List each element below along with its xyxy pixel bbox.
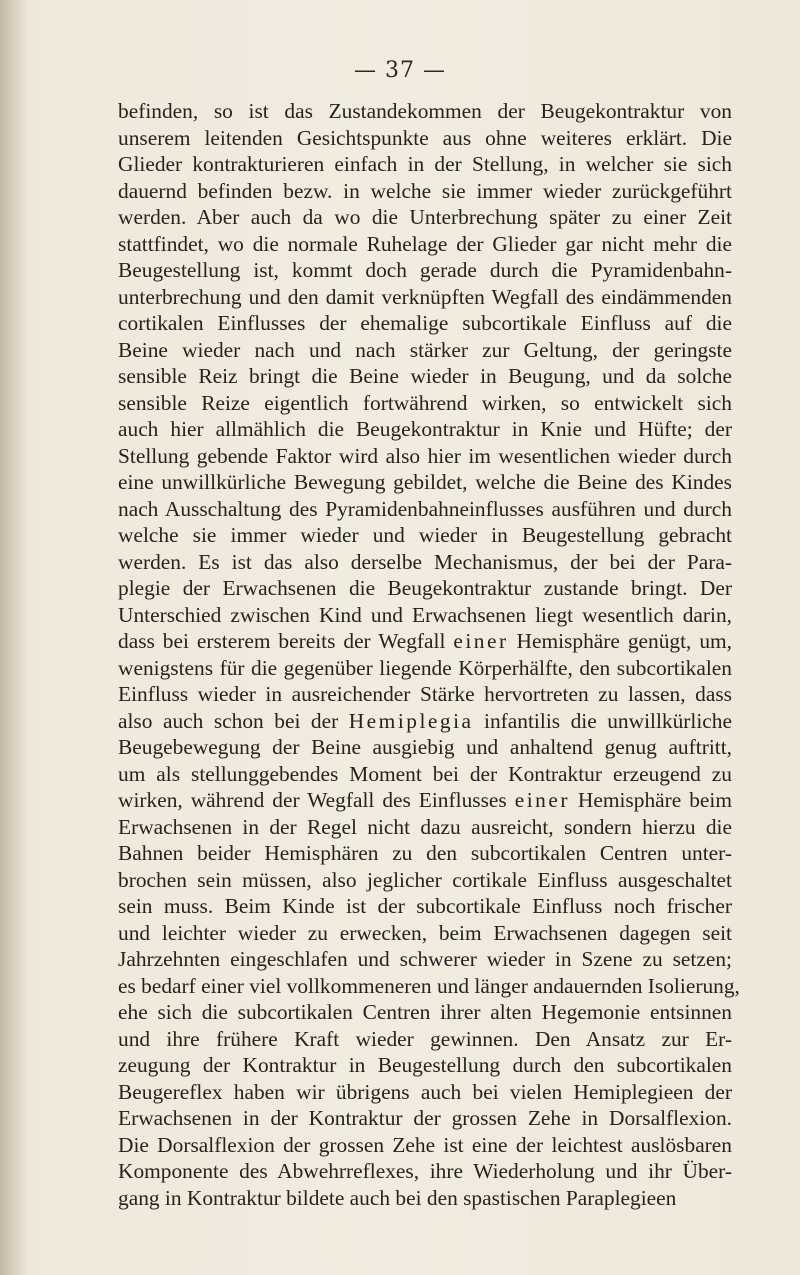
text-line: Unterschied zwischen Kind und Erwachsenen liegt wesentlich darin,	[118, 602, 732, 627]
text-line: stattfindet, wo die normale Ruhelage der Glieder gar nicht mehr die	[118, 231, 732, 256]
text-line: unterbrechung und den damit verknüpften Wegfall des eindämmenden	[118, 284, 732, 309]
text-line: wenigstens für die gegenüber liegende Körperhälfte, den subcortikalen	[118, 655, 732, 680]
emphasized-word: Hemiplegia	[348, 708, 474, 733]
text-line: Erwachsenen in der Kontraktur der grossen Zehe in Dorsalflexion.	[118, 1106, 732, 1130]
text-line: gang in Kontraktur bildete auch bei den spastischen Paraplegieen	[118, 1185, 677, 1210]
text-line: Einfluss wieder in ausreichender Stärke hervortreten zu lassen, dass	[118, 682, 732, 706]
text-line: dauernd befinden bezw. in welche sie immer wieder zurückgeführt	[118, 178, 732, 203]
text-segment: infantilis die unwillkürliche	[473, 708, 732, 733]
text-line	[118, 787, 732, 814]
text-line: sein muss. Beim Kinde ist der subcortikale Einfluss noch frischer	[118, 894, 732, 918]
text-line: unserem leitenden Gesichtspunkte aus ohne weiteres erklärt. Die	[118, 125, 732, 150]
text-segment: Hemisphäre genügt, um,	[508, 629, 732, 653]
text-line: eine unwillkürliche Bewegung gebildet, welche die Beine des Kindes	[118, 470, 732, 494]
text-segment: dass bei ersterem bereits der Wegfall	[118, 629, 454, 653]
text-line: Beugereflex haben wir übrigens auch bei vielen Hemiplegieen der	[118, 1079, 732, 1104]
text-line: welche sie immer wieder und wieder in Beugestellung gebracht	[118, 523, 732, 547]
text-line: Stellung gebende Faktor wird also hier im wesentlichen wieder durch	[118, 443, 732, 468]
text-line: zeugung der Kontraktur in Beugestellung durch den subcortikalen	[118, 1053, 732, 1077]
emphasized-word: einer	[514, 788, 570, 812]
text-line: auch hier allmählich die Beugekontraktur in Knie und Hüfte; der	[118, 417, 732, 441]
text-line: nach Ausschaltung des Pyramidenbahneinflusses ausführen und durch	[118, 496, 732, 521]
text-line: Bahnen beider Hemisphären zu den subcortikalen Centren unter-	[118, 841, 732, 865]
text-line: Jahrzehnten eingeschlafen und schwerer wieder in Szene zu setzen;	[118, 947, 732, 971]
text-line: sensible Reiz bringt die Beine wieder in Beugung, und da solche	[118, 364, 732, 388]
text-line: Komponente des Abwehrreflexes, ihre Wiederholung und ihr Über-	[118, 1159, 732, 1183]
text-line: Beine wieder nach und nach stärker zur Geltung, der geringste	[118, 337, 732, 362]
text-line: plegie der Erwachsenen die Beugekontraktur zustande bringt. Der	[118, 576, 732, 600]
text-line: sensible Reize eigentlich fortwährend wirken, so entwickelt sich	[118, 390, 732, 415]
text-line: Erwachsenen in der Regel nicht dazu ausreicht, sondern hierzu die	[118, 814, 732, 839]
emphasized-word: einer	[453, 629, 509, 653]
page-number: — 37 —	[354, 58, 446, 83]
page-gutter-shadow	[0, 0, 28, 1275]
text-line: es bedarf einer viel vollkommeneren und länger andauernden Isolierung,	[118, 973, 740, 998]
text-line: und ihre frühere Kraft wieder gewinnen. Den Ansatz zur Er-	[118, 1026, 732, 1051]
text-line: befinden, so ist das Zustandekommen der Beugekontraktur von	[118, 99, 732, 123]
text-segment: also auch schon bei der	[118, 708, 349, 733]
text-segment: Hemisphäre beim	[569, 788, 732, 812]
text-line: ehe sich die subcortikalen Centren ihrer alten Hegemonie entsinnen	[118, 1000, 732, 1024]
text-line: um als stellunggebendes Moment bei der Kontraktur erzeugend zu	[118, 761, 732, 786]
text-line: und leichter wieder zu erwecken, beim Erwachsenen dagegen seit	[118, 920, 732, 945]
text-line: Beugestellung ist, kommt doch gerade durch die Pyramidenbahn-	[118, 258, 732, 282]
text-line: werden. Aber auch da wo die Unterbrechung später zu einer Zeit	[118, 205, 732, 229]
text-line: cortikalen Einflusses der ehemalige subcortikale Einfluss auf die	[118, 311, 732, 335]
text-line	[118, 628, 732, 655]
text-line: Glieder kontrakturieren einfach in der Stellung, in welcher sie sich	[118, 152, 732, 176]
text-line: werden. Es ist das also derselbe Mechanismus, der bei der Para-	[118, 549, 732, 574]
text-segment: wirken, während der Wegfall des Einflusses	[118, 788, 515, 812]
text-line	[118, 708, 732, 735]
body-text	[118, 98, 740, 1211]
text-line: Die Dorsalflexion der grossen Zehe ist eine der leichtest auslösbaren	[118, 1132, 732, 1157]
text-line: Beugebewegung der Beine ausgiebig und anhaltend genug auftritt,	[118, 735, 732, 759]
text-line: brochen sein müssen, also jeglicher cortikale Einfluss ausgeschaltet	[118, 867, 732, 892]
